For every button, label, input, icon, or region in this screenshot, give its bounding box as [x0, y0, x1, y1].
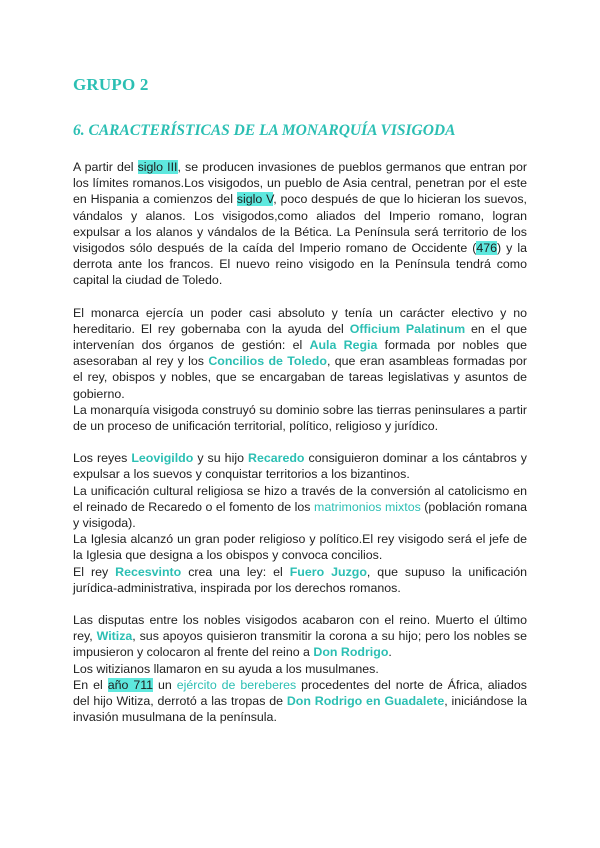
text-run: y su hijo — [193, 451, 248, 466]
text-run: , sus apoyos quisieron transmitir la corona a su hijo; pero los nobles se impusieron y colocaron al frente del reino a — [73, 629, 527, 660]
keyword-recesvinto: Recesvinto — [115, 564, 182, 579]
keyword-don-rodrigo: Don Rodrigo — [313, 645, 389, 660]
keyword-don-rodrigo-en-guadalete: Don Rodrigo en Guadalete — [286, 694, 445, 709]
text-run: Los reyes — [73, 451, 132, 466]
paragraph-2 — [73, 305, 527, 402]
text-run: La unificación cultural religiosa se hizo a través de la conversión al catolicismo en el reinado de Recaredo o el fomento de los — [73, 483, 527, 514]
keyword-aula-regia: Aula Regia — [309, 338, 378, 353]
highlight-siglo-v: siglo V — [236, 192, 274, 207]
paragraph-3: La monarquía visigoda construyó su dominio sobre las tierras peninsulares a partir de un proceso de unificación territorial, político, religioso y jurídico. — [73, 402, 527, 434]
text-run: (población romana y visigoda). — [73, 499, 528, 531]
keyword-leovigildo: Leovigildo — [131, 451, 194, 466]
text-run: . — [388, 645, 392, 660]
paragraph-1 — [73, 159, 527, 289]
text-run: Las disputas entre los nobles visigodos acabaron con el reino. Muerto el último rey, — [73, 613, 527, 644]
keyword-officium-palatinum: Officium Palatinum — [349, 321, 466, 336]
text-run: ) y la derrota ante los francos. El nuevo reino visigodo en la Península tendrá como capital la ciudad de Toledo. — [73, 241, 527, 288]
paragraph-4 — [73, 450, 527, 482]
term-matrimonios-mixtos: matrimonios mixtos — [314, 499, 421, 514]
keyword-fuero-juzgo: Fuero Juzgo — [289, 564, 367, 579]
paragraph-9: Los witizianos llamaron en su ayuda a los musulmanes. — [73, 661, 379, 676]
highlight-siglo-iii: siglo III — [137, 160, 178, 174]
document-body — [73, 159, 527, 726]
keyword-concilios-de-toledo: Concilios de Toledo — [208, 354, 327, 369]
paragraph-7 — [73, 564, 527, 596]
paragraph-8 — [73, 612, 527, 661]
text-run: , que eran asambleas formadas por el rey, obispos y nobles, que se encargaban de tareas legislativas y asuntos de gobierno. — [73, 354, 528, 401]
text-run: , poco después de que lo hicieran los suevos, vándalos y alanos. Los visigodos,como aliados del Imperio romano, logran expulsar a los alanos y vándalos de la Bética. La Península será territorio de los visigodos sólo después de la caída del Imperio romano de Occidente ( — [73, 192, 528, 256]
paragraph-5 — [73, 483, 527, 532]
text-run: En el — [73, 677, 108, 692]
paragraph-6: La Iglesia alcanzó un gran poder religioso y político.El rey visigodo será el jefe de la Iglesia que designa a los obispos y convoca concilios. — [73, 532, 527, 563]
text-run: un — [153, 677, 177, 692]
text-run: , se producen invasiones de pueblos germanos que entran por los límites romanos.Los visigodos, un pueblo de Asia central, penetran por el este en Hispania a comienzos del — [73, 160, 527, 207]
text-run: , iniciándose la invasión musulmana de la península. — [73, 694, 528, 725]
term-ejercito-de-bereberes: ejército de bereberes — [176, 677, 297, 692]
keyword-recaredo: Recaredo — [248, 451, 305, 466]
text-run: , que supuso la unificación jurídica-administrativa, inspirada por los derechos romanos. — [73, 564, 527, 595]
text-run: procedentes del norte de África, aliados del hijo Witiza, derrotó a las tropas de — [73, 677, 528, 709]
keyword-witiza: Witiza — [96, 629, 133, 644]
text-run: consiguieron dominar a los cántabros y expulsar a los suevos y conquistar territorios a los bizantinos. — [73, 451, 528, 482]
text-run: El rey — [73, 564, 116, 579]
text-run: A partir del — [73, 160, 138, 174]
section-title: 6. CARACTERÍSTICAS DE LA MONARQUÍA VISIGODA — [73, 122, 456, 139]
highlight-ano-711: año 711 — [107, 677, 154, 692]
text-run: crea una ley: el — [181, 564, 290, 579]
highlight-476: 476 — [476, 241, 498, 256]
text-run: en el que intervenían dos órganos de gestión: el — [73, 321, 527, 353]
group-title: GRUPO 2 — [73, 75, 149, 94]
text-run: El monarca ejercía un poder casi absoluto y tenía un carácter electivo y no hereditario. El rey gobernaba con la ayuda del — [73, 305, 527, 336]
paragraph-10 — [73, 677, 527, 726]
text-run: formada por nobles que asesoraban al rey y los — [73, 338, 527, 369]
